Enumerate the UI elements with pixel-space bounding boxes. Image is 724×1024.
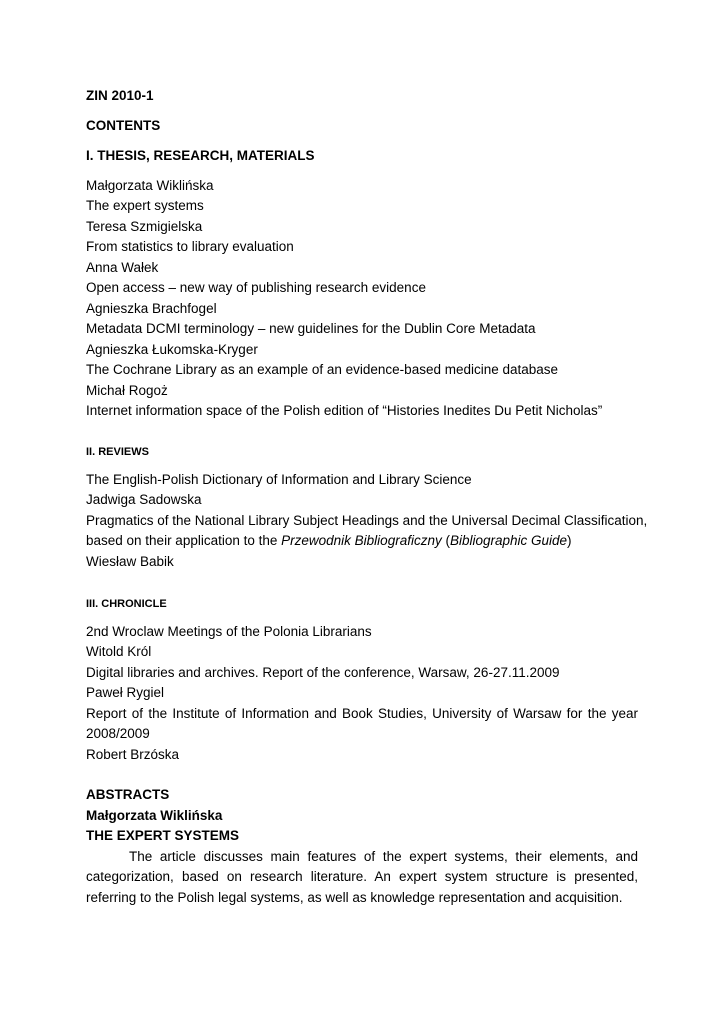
chronicle-title-continued: 2008/2009 xyxy=(86,726,150,741)
review-title-continued: based on their application to the Przewodnik Bibliograficzny (Bibliographic Guide) xyxy=(86,533,572,548)
chronicle-title: Digital libraries and archives. Report of the conference, Warsaw, 26-27.11.2009 xyxy=(86,665,560,680)
section-heading-thesis: I. THESIS, RESEARCH, MATERIALS xyxy=(86,148,315,163)
chronicle-title: Report of the Institute of Information and Book Studies, University of Warsaw for the year xyxy=(86,706,638,721)
italic-title: Przewodnik Bibliograficzny xyxy=(281,533,442,548)
abstracts-heading: ABSTRACTS xyxy=(86,787,170,802)
review-title: The English-Polish Dictionary of Information and Library Science xyxy=(86,472,472,487)
entry-title: From statistics to library evaluation xyxy=(86,239,294,254)
abstract-text: referring to the Polish legal systems, as well as knowledge representation and acquisition. xyxy=(86,890,623,905)
section-heading-chronicle: III. CHRONICLE xyxy=(86,598,167,610)
abstract-text: categorization, based on research literature. An expert system structure is presented, xyxy=(86,869,638,884)
entry-title: Internet information space of the Polish edition of “Histories Inedites Du Petit Nicholas” xyxy=(86,403,603,418)
entry-title: Open access – new way of publishing research evidence xyxy=(86,280,426,295)
contents-heading: CONTENTS xyxy=(86,118,161,133)
abstract-text: The article discusses main features of the expert systems, their elements, and xyxy=(129,849,638,864)
entry-author: Anna Wałek xyxy=(86,260,159,275)
entry-title: The expert systems xyxy=(86,198,204,213)
chronicle-title: 2nd Wroclaw Meetings of the Polonia Librarians xyxy=(86,624,372,639)
review-title: Pragmatics of the National Library Subject Headings and the Universal Decimal Classification, xyxy=(86,513,648,528)
entry-author: Teresa Szmigielska xyxy=(86,219,203,234)
entry-author: Michał Rogoż xyxy=(86,383,168,398)
entry-author: Agnieszka Łukomska-Kryger xyxy=(86,342,258,357)
chronicle-author: Robert Brzóska xyxy=(86,747,180,762)
review-author: Wiesław Babik xyxy=(86,554,174,569)
abstract-author: Małgorzata Wiklińska xyxy=(86,808,223,823)
entry-author: Agnieszka Brachfogel xyxy=(86,301,217,316)
issue-label: ZIN 2010-1 xyxy=(86,88,154,103)
entry-author: Małgorzata Wiklińska xyxy=(86,178,214,193)
italic-title: Bibliographic Guide xyxy=(449,533,568,548)
section-heading-reviews: II. REVIEWS xyxy=(86,446,149,458)
review-author: Jadwiga Sadowska xyxy=(86,492,202,507)
chronicle-author: Paweł Rygiel xyxy=(86,685,165,700)
entry-title: Metadata DCMI terminology – new guidelines for the Dublin Core Metadata xyxy=(86,321,536,336)
chronicle-author: Witold Król xyxy=(86,644,152,659)
entry-title: The Cochrane Library as an example of an evidence-based medicine database xyxy=(86,362,559,377)
abstract-title: THE EXPERT SYSTEMS xyxy=(86,828,240,843)
